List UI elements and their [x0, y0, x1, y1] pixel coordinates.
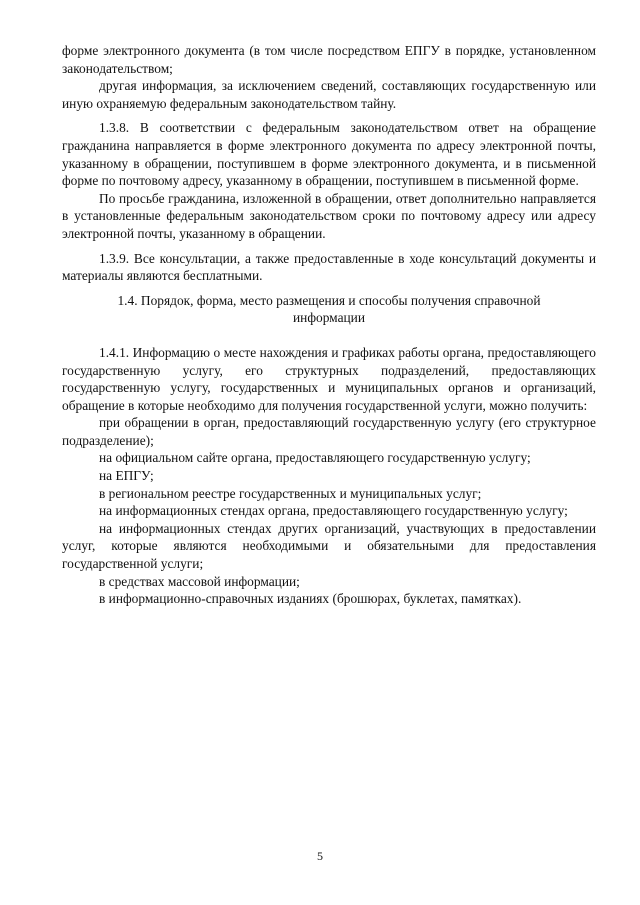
paragraph-request-reply: По просьбе гражданина, изложенной в обращении, ответ дополнительно направляется в установленные федеральным законодательством сроки по почтовому адресу или адресу электронной почты, указанному в обращении. — [62, 190, 596, 241]
list-item-regional-registry: в региональном реестре государственных и муниципальных услуг; — [99, 485, 482, 501]
list-item-official-site: на официальном сайте органа, предоставляющего государственную услугу; — [99, 450, 531, 466]
page-number: 5 — [317, 849, 323, 863]
list-item-mass-media: в средствах массовой информации; — [99, 573, 300, 589]
paragraph-continuation: форме электронного документа (в том числе посредством ЕПГУ в порядке, установленном законодательством; — [62, 43, 596, 76]
paragraph-list-item: другая информация, за исключением сведений, составляющих государственную или иную охраняемую федеральным законодательством тайну. — [62, 78, 596, 111]
list-item-authority: при обращении в орган, предоставляющий государственную услугу (его структурное подразделение); — [62, 415, 596, 448]
list-item-epgu: на ЕПГУ; — [99, 468, 154, 484]
paragraph-1-4-1: 1.4.1. Информацию о месте нахождения и графиках работы органа, предоставляющего государственную услугу, его структурных подразделений, предоставляющих государственную услугу, государственных и муниципальных органов и организаций, обращение в которые необходимо для получения государственной услуги, можно получить: — [62, 344, 596, 413]
document-body — [62, 42, 596, 608]
paragraph-1-3-8: 1.3.8. В соответствии с федеральным законодательством ответ на обращение гражданина направляется в форме электронного документа по адресу электронной почты, указанному в обращении, поступившем в форме электронного документа, и в письменной форме по почтовому адресу, указанному в обращении, поступившем в письменной форме. — [62, 120, 596, 189]
paragraph-1-3-9: 1.3.9. Все консультации, а также предоставленные в ходе консультаций документы и материалы являются бесплатными. — [62, 250, 596, 284]
list-item-authority-stands: на информационных стендах органа, предоставляющего государственную услугу; — [99, 503, 568, 519]
section-heading-1-4: 1.4. Порядок, форма, место размещения и способы получения справочной информации — [117, 292, 541, 326]
list-item-other-stands: на информационных стендах других организаций, участвующих в предоставлении услуг, которые являются необходимыми и обязательными для предоставления государственной услуги; — [62, 520, 596, 572]
list-item-publications: в информационно-справочных изданиях (брошюрах, буклетах, памятках). — [99, 591, 522, 607]
